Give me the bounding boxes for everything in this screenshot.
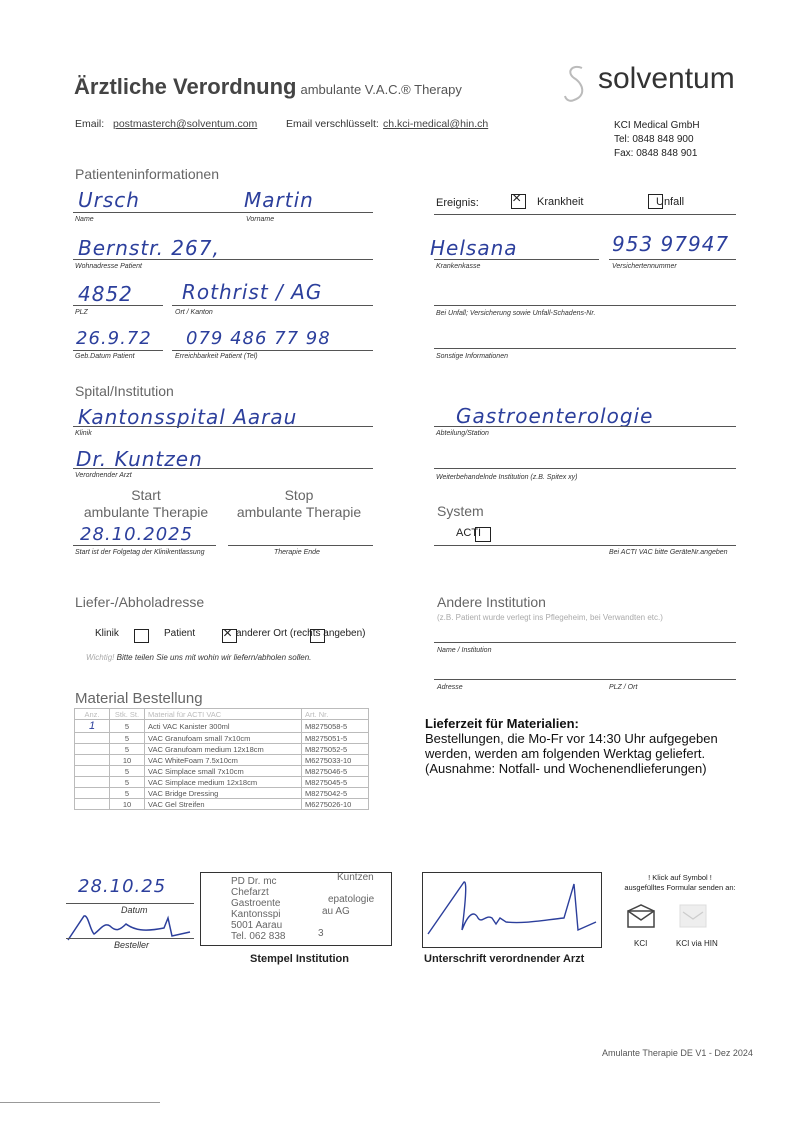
material-anz-cell[interactable] — [75, 788, 110, 799]
start-heading — [74, 487, 218, 521]
material-anz-cell[interactable] — [75, 799, 110, 810]
divider — [66, 903, 194, 904]
arzt-label: Verordnender Arzt — [75, 472, 132, 479]
name-label: Name — [75, 216, 94, 223]
material-stk-cell: 5 — [110, 733, 145, 744]
lieferzeit-text — [425, 731, 718, 776]
stamp-fragment: au AG — [322, 906, 350, 917]
send-kci-email-icon[interactable] — [627, 904, 655, 928]
material-anz-cell[interactable] — [75, 744, 110, 755]
material-row — [75, 733, 369, 744]
divider — [609, 259, 736, 260]
institution-stamp — [200, 872, 392, 946]
form-version: Amulante Therapie DE V1 - Dez 2024 — [602, 1048, 753, 1058]
andere-name-label: Name / Institution — [437, 647, 492, 654]
patient-name-value[interactable]: Ursch — [78, 188, 140, 212]
section-spital: Spital/Institution — [75, 383, 174, 399]
divider — [172, 305, 373, 306]
section-patient: Patienteninformationen — [75, 166, 219, 182]
address-label: Wohnadresse Patient — [75, 263, 142, 270]
liefer-klinik-label: Klinik — [95, 628, 119, 639]
section-andere: Andere Institution — [437, 594, 546, 610]
unfall-info-label: Bei Unfall; Versicherung sowie Unfall-Schadens-Nr. — [436, 310, 596, 317]
material-artnr-cell: M8275042-5 — [302, 788, 369, 799]
dob-label: Geb.Datum Patient — [75, 353, 135, 360]
patient-dob-value[interactable]: 26.9.72 — [76, 328, 152, 349]
stamp-fragment: Kuntzen — [337, 872, 374, 883]
divider — [73, 305, 163, 306]
andere-adresse-label: Adresse — [437, 684, 463, 691]
stamp-fragment: 3 — [318, 928, 324, 939]
material-artnr-cell: M8275045-5 — [302, 777, 369, 788]
material-stk-cell: 10 — [110, 755, 145, 766]
brand-name: solventum — [598, 62, 735, 95]
stamp-line: PD Dr. mc — [231, 876, 277, 887]
material-row — [75, 799, 369, 810]
divider — [434, 426, 736, 427]
divider — [73, 350, 163, 351]
col-anz: Anz. — [75, 709, 110, 720]
andere-plz-label: PLZ / Ort — [609, 684, 638, 691]
divider — [73, 259, 373, 260]
lieferzeit-line2: werden, werden am folgenden Werktag geliefert. — [425, 746, 706, 761]
kci-label: KCI — [634, 939, 648, 948]
material-stk-cell: 5 — [110, 788, 145, 799]
divider — [0, 1102, 160, 1103]
material-stk-cell: 10 — [110, 799, 145, 810]
sonstige-field[interactable] — [434, 348, 736, 349]
vorname-label: Vorname — [246, 216, 275, 223]
patient-ort-value[interactable]: Rothrist / AG — [182, 280, 323, 304]
material-row — [75, 744, 369, 755]
email-link[interactable]: postmasterch@solventum.com — [113, 118, 258, 130]
form-subtitle: ambulante V.A.C.® Therapy — [300, 82, 462, 97]
verordnender-arzt-value[interactable]: Dr. Kuntzen — [76, 447, 203, 471]
stempel-label: Stempel Institution — [250, 953, 349, 965]
stamp-line: Tel. 062 838 — [231, 931, 286, 942]
liefer-note — [86, 653, 311, 662]
krankheit-label: Krankheit — [537, 196, 584, 208]
material-artnr-cell: M8275046-5 — [302, 766, 369, 777]
material-name-cell: VAC Granufoam medium 12x18cm — [145, 744, 302, 755]
company-fax: Fax: 0848 848 901 — [614, 148, 698, 159]
col-material: Material für ACTI VAC — [145, 709, 302, 720]
klinik-label: Klinik — [75, 430, 92, 437]
material-anz-cell[interactable] — [75, 755, 110, 766]
klick-line1: ! Klick auf Symbol ! — [648, 873, 712, 882]
stamp-line: Gastroente — [231, 898, 281, 909]
stop-heading — [227, 487, 371, 521]
geraetenr-field[interactable] — [434, 545, 736, 546]
stamp-fragment: epatologie — [328, 894, 375, 905]
material-artnr-cell: M6275033-10 — [302, 755, 369, 766]
material-name-cell: VAC Granufoam small 7x10cm — [145, 733, 302, 744]
email-encrypted-link[interactable]: ch.kci-medical@hin.ch — [383, 118, 489, 130]
acti-label: ACTI — [456, 527, 482, 539]
form-title: Ärztliche Verordnung ambulante V.A.C.® Therapy — [74, 74, 462, 99]
patient-vorname-value[interactable]: Martin — [244, 188, 314, 212]
besteller-label: Besteller — [114, 940, 150, 950]
andere-hint: (z.B. Patient wurde verlegt ins Pflegeheim, bei Verwandten etc.) — [437, 613, 663, 622]
patient-phone-value[interactable]: 079 486 77 98 — [186, 328, 331, 349]
stop-title: Stop — [284, 487, 314, 503]
klick-line2: ausgefülltes Formular senden an: — [624, 883, 736, 892]
email-encrypted-label: Email verschlüsselt: — [286, 118, 379, 130]
sonstige-label: Sonstige Informationen — [436, 353, 508, 360]
section-material: Material Bestellung — [75, 690, 203, 707]
krankheit-checkbox[interactable] — [511, 194, 526, 209]
col-stk: Stk. St. — [110, 709, 145, 720]
unfall-label: Unfall — [656, 196, 685, 208]
divider — [172, 350, 373, 351]
therapy-end-field[interactable] — [228, 545, 373, 546]
send-kci-hin-icon[interactable] — [679, 904, 707, 928]
stamp-line: Kantonsspi — [231, 909, 281, 920]
material-anz-cell[interactable]: 1 — [75, 720, 110, 733]
material-name-cell: Acti VAC Kanister 300ml — [145, 720, 302, 733]
start-subtitle: ambulante Therapie — [83, 504, 209, 520]
start-label: Start ist der Folgetag der Klinikentlassung — [75, 549, 205, 556]
weiterbehandelnde-field[interactable] — [434, 468, 736, 469]
company-info — [614, 119, 700, 161]
liefer-klinik-checkbox[interactable] — [134, 629, 149, 643]
material-row — [75, 777, 369, 788]
lieferzeit-title: Lieferzeit für Materialien: — [425, 716, 579, 731]
send-instructions — [610, 873, 750, 893]
material-stk-cell: 5 — [110, 766, 145, 777]
ereignis-label: Ereignis: — [436, 197, 479, 209]
therapy-start-value[interactable]: 28.10.2025 — [80, 524, 194, 545]
divider — [73, 468, 373, 469]
krankenkasse-value[interactable]: Helsana — [430, 236, 518, 260]
system-note: Bei ACTI VAC bitte GeräteNr.angeben — [609, 549, 728, 556]
material-stk-cell: 5 — [110, 744, 145, 755]
material-table — [74, 708, 369, 810]
stamp-line: Chefarzt — [231, 887, 269, 898]
email-label: Email: — [75, 118, 105, 130]
versichertennummer-value[interactable]: 953 97947 — [612, 232, 730, 256]
material-row — [75, 755, 369, 766]
abteilung-label: Abteilung/Station — [436, 430, 489, 437]
divider — [434, 214, 736, 215]
material-row — [75, 788, 369, 799]
material-artnr-cell: M8275051-5 — [302, 733, 369, 744]
material-artnr-cell: M6275026-10 — [302, 799, 369, 810]
divider — [434, 259, 599, 260]
patient-plz-value[interactable]: 4852 — [78, 282, 133, 306]
material-header-row — [75, 709, 369, 720]
liefer-note-text: Bitte teilen Sie uns mit wohin wir liefern/abholen sollen. — [116, 653, 312, 662]
end-label: Therapie Ende — [274, 549, 320, 556]
unfall-field[interactable] — [434, 305, 736, 306]
divider — [73, 426, 373, 427]
liefer-patient-checkbox[interactable] — [222, 629, 237, 643]
material-anz-cell[interactable] — [75, 777, 110, 788]
liefer-patient-label: Patient — [164, 628, 196, 639]
plz-label: PLZ — [75, 309, 88, 316]
lieferzeit-line1: Bestellungen, die Mo-Fr vor 14:30 Uhr aufgegeben — [425, 731, 718, 746]
section-system: System — [437, 503, 484, 519]
stop-subtitle: ambulante Therapie — [236, 504, 362, 520]
versichertennummer-label: Versichertennummer — [612, 263, 677, 270]
kci-hin-label: KCI via HIN — [676, 939, 718, 948]
abteilung-value[interactable]: Gastroenterologie — [456, 404, 654, 428]
divider — [73, 545, 216, 546]
section-liefer: Liefer-/Abholadresse — [75, 594, 205, 610]
divider — [73, 212, 373, 213]
material-name-cell: VAC Simplace medium 12x18cm — [145, 777, 302, 788]
material-artnr-cell: M8275058-5 — [302, 720, 369, 733]
material-stk-cell: 5 — [110, 720, 145, 733]
order-date-value[interactable]: 28.10.25 — [78, 876, 167, 897]
material-anz-cell[interactable] — [75, 733, 110, 744]
krankenkasse-label: Krankenkasse — [436, 263, 481, 270]
start-title: Start — [131, 487, 161, 503]
material-name-cell: VAC Gel Streifen — [145, 799, 302, 810]
weiterbehandelnde-label: Weiterbehandelnde Institution (z.B. Spitex xy) — [436, 474, 578, 481]
wichtig-label: Wichtig! — [86, 653, 115, 662]
material-row — [75, 720, 369, 733]
klinik-value[interactable]: Kantonsspital Aarau — [78, 405, 298, 429]
lieferzeit-line3: (Ausnahme: Notfall- und Wochenendlieferungen) — [425, 761, 707, 776]
stamp-line: 5001 Aarau — [231, 920, 283, 931]
patient-address-value[interactable]: Bernstr. 267, — [78, 236, 220, 260]
material-name-cell: VAC Simplace small 7x10cm — [145, 766, 302, 777]
ort-label: Ort / Kanton — [175, 309, 213, 316]
doctor-signature-icon — [424, 874, 600, 944]
material-name-cell: VAC Bridge Dressing — [145, 788, 302, 799]
divider — [66, 938, 194, 939]
datum-label: Datum — [121, 905, 148, 915]
material-row — [75, 766, 369, 777]
andere-name-field[interactable] — [434, 642, 736, 643]
phone-label: Erreichbarkeit Patient (Tel) — [175, 353, 258, 360]
company-tel: Tel: 0848 848 900 — [614, 134, 694, 145]
material-anz-cell[interactable] — [75, 766, 110, 777]
liefer-anderer-label: anderer Ort (rechts angeben) — [236, 628, 366, 639]
andere-adresse-field[interactable] — [434, 679, 736, 680]
material-name-cell: VAC WhiteFoam 7.5x10cm — [145, 755, 302, 766]
material-stk-cell: 5 — [110, 777, 145, 788]
col-artnr: Art. Nr. — [302, 709, 369, 720]
company-name: KCI Medical GmbH — [614, 120, 700, 131]
signature-label: Unterschrift verordnender Arzt — [424, 953, 585, 965]
solventum-logo-icon — [562, 62, 592, 106]
material-artnr-cell: M8275052-5 — [302, 744, 369, 755]
